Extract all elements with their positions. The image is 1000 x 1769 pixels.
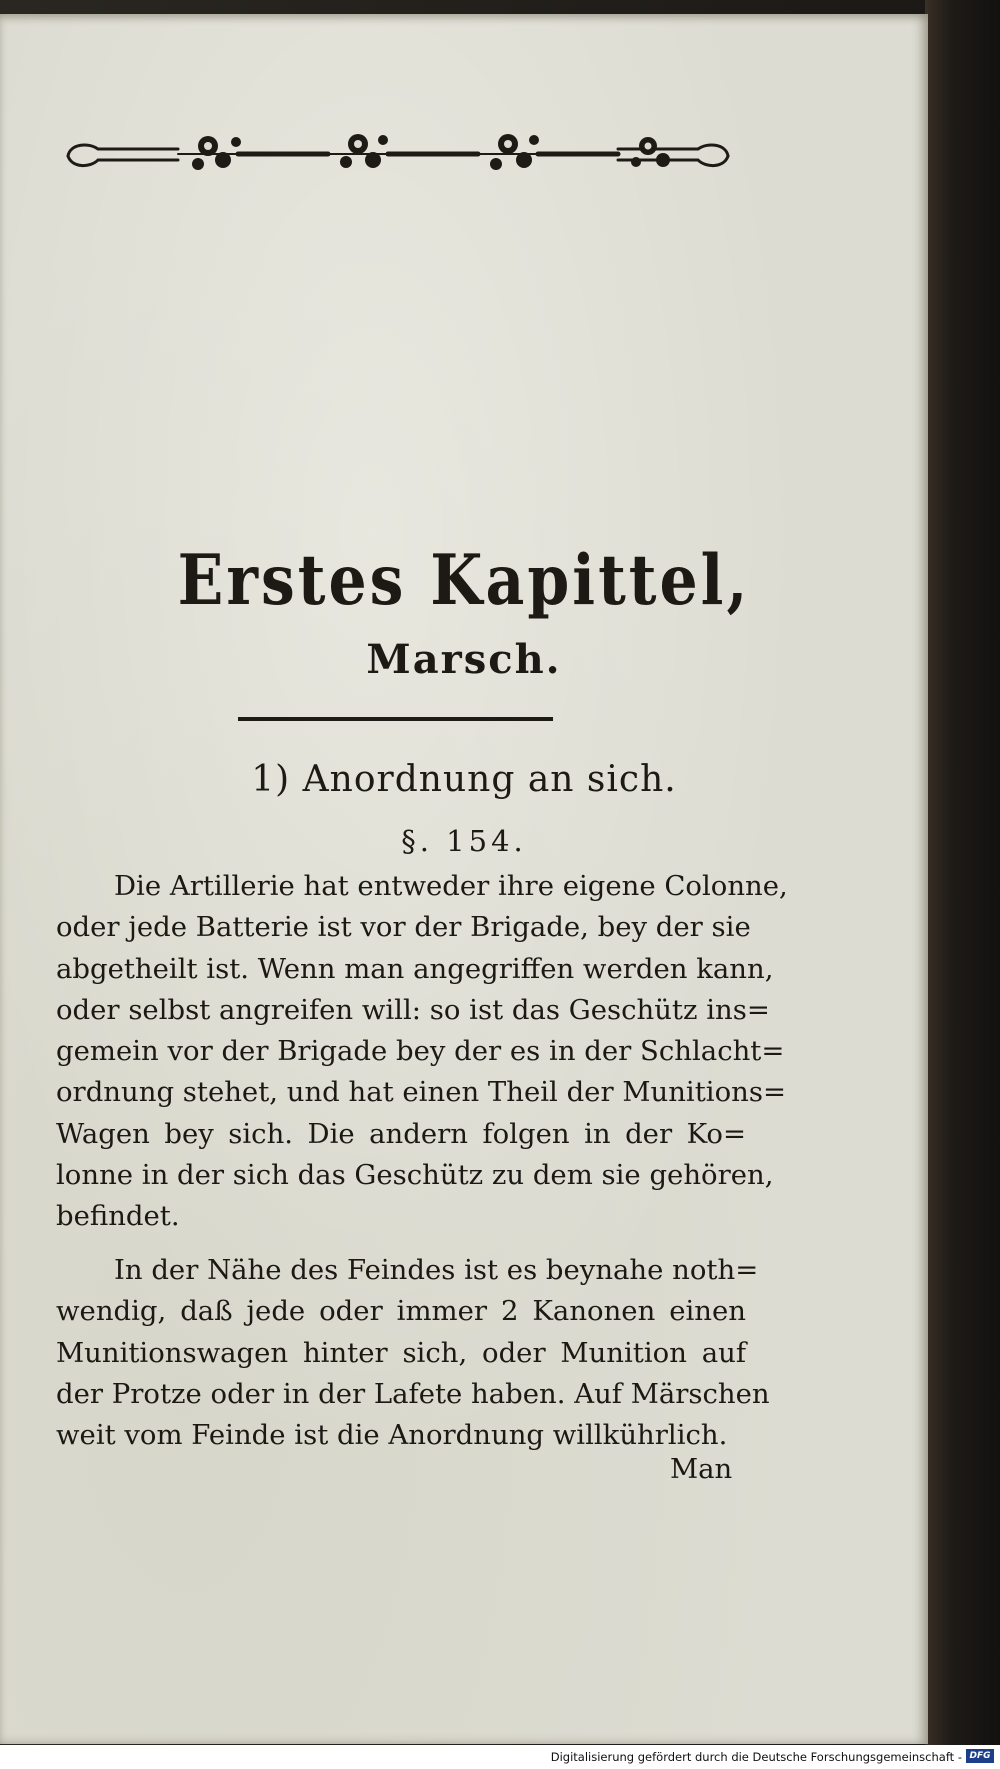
text-line: Wagen bey sich. Die andern folgen in der Ko= [56, 1117, 746, 1150]
text-line: In der Nähe des Feindes ist es beynahe noth= [114, 1254, 759, 1286]
floral-ornament-border [58, 116, 738, 186]
dfg-logo: DFG [966, 1749, 994, 1763]
text-line: wendig, daß jede oder immer 2 Kanonen einen [56, 1295, 746, 1328]
text-line: Munitionswagen hinter sich, oder Munition auf [56, 1336, 746, 1369]
paragraph-1 [56, 866, 788, 1238]
text-line: lonne in der sich das Geschütz zu dem sie gehören, [56, 1159, 774, 1192]
horizontal-rule [238, 717, 553, 721]
text-line: oder selbst angreifen will: so ist das Geschütz ins= [56, 993, 770, 1026]
text-line: der Protze oder in der Lafete haben. Auf Märschen [56, 1377, 770, 1410]
book-page [0, 14, 928, 1744]
chapter-title: Erstes Kapittel, [177, 540, 751, 622]
section-heading: 1) Anordnung an sich. [251, 759, 677, 800]
book-spine-shadow [925, 0, 1000, 1745]
text-line: oder jede Batterie ist vor der Brigade, bey der sie [56, 911, 751, 944]
text-line: befindet. [56, 1200, 180, 1233]
paragraph-2 [56, 1250, 770, 1456]
text-line: Die Artillerie hat entweder ihre eigene Colonne, [114, 870, 788, 902]
footer-credit: Digitalisierung gefördert durch die Deutsche Forschungsgemeinschaft - [550, 1750, 962, 1764]
chapter-subtitle: Marsch. [366, 636, 562, 683]
catchword: Man [670, 1453, 733, 1485]
paragraph-number: §. 154. [401, 824, 527, 858]
text-line: gemein vor der Brigade bey der es in der Schlacht= [56, 1035, 785, 1068]
text-line: weit vom Feinde ist die Anordnung willkührlich. [56, 1419, 728, 1452]
text-line: ordnung stehet, und hat einen Theil der Munitions= [56, 1076, 786, 1109]
text-line: abgetheilt ist. Wenn man angegriffen werden kann, [56, 952, 774, 985]
